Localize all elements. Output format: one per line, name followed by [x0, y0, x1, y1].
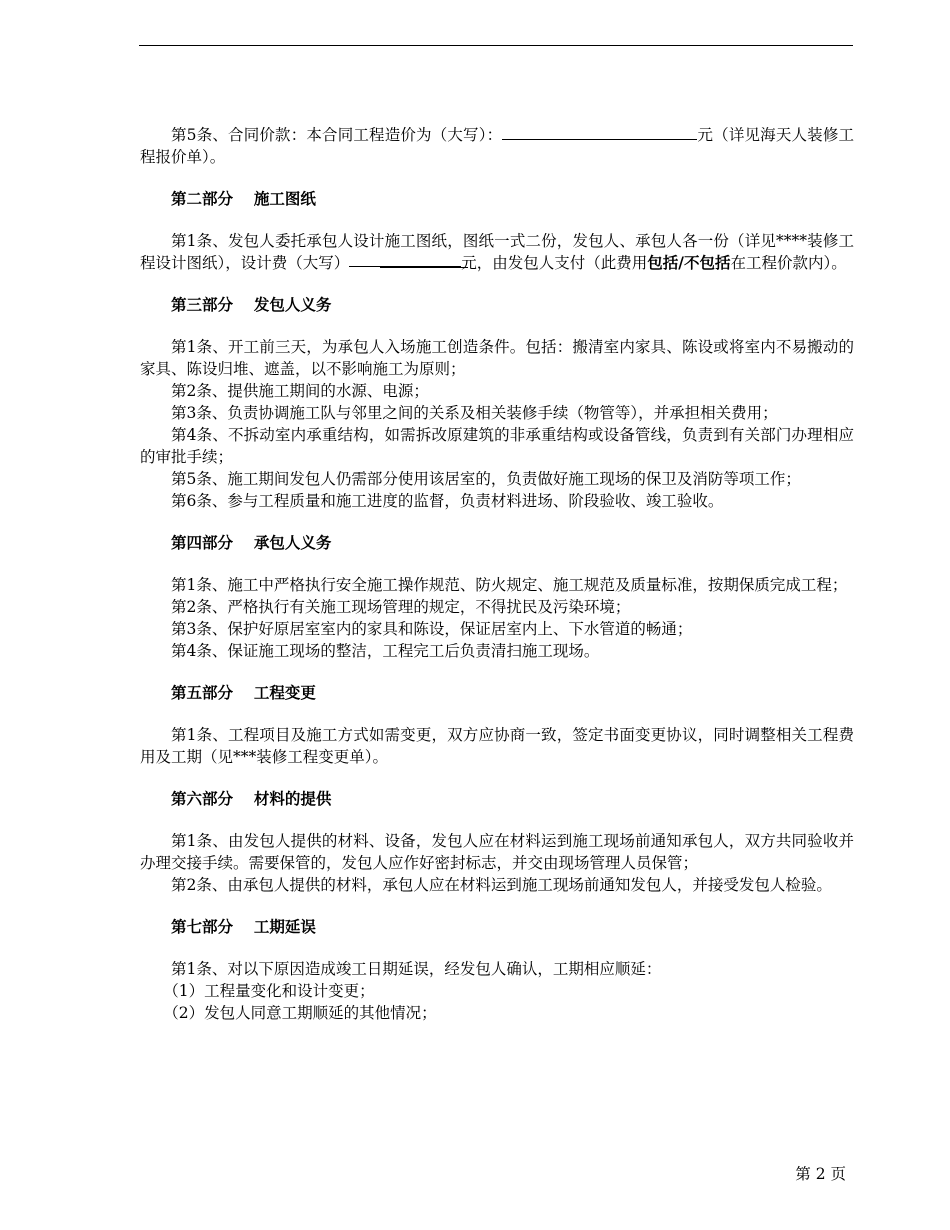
part-3-item: 第2条、提供施工期间的水源、电源；	[171, 382, 429, 400]
document-body	[140, 124, 854, 1024]
part-7-heading: 第七部分 工期延误	[171, 917, 316, 936]
part-4-item: 第3条、保护好原居室室内的家具和陈设，保证居室内上、下水管道的畅通；	[171, 620, 693, 638]
part-2-item-1-after: 在工程价款内）。	[730, 254, 847, 272]
article-5-text-after: 元（详见海天人装修工程报价单）。	[140, 126, 854, 166]
part-7-subitem: （2）发包人同意工期顺延的其他情况；	[163, 1004, 437, 1022]
part-4-heading: 第四部分 承包人义务	[171, 533, 332, 552]
part-2-heading: 第二部分 施工图纸	[171, 189, 316, 208]
header-rule	[139, 45, 853, 46]
part-6-item: 第1条、由发包人提供的材料、设备，发包人应在材料运到施工现场前通知承包人，双方共同验收并办理交接手续。需要保管的，发包人应作好密封标志，并交由现场管理人员保管；	[140, 832, 854, 872]
part-3-item: 第3条、负责协调施工队与邻里之间的关系及相关装修手续（物管等），并承担相关费用；	[171, 404, 778, 422]
part-4-item: 第2条、严格执行有关施工现场管理的规定，不得扰民及污染环境；	[171, 598, 631, 616]
part-3-item: 第6条、参与工程质量和施工进度的监督，负责材料进场、阶段验收、竣工验收。	[171, 492, 724, 510]
part-2-item-1-bold: 包括/不包括	[647, 253, 731, 272]
part-2-item-1-before: 第1条、发包人委托承包人设计施工图纸，图纸一式二份，发包人、承包人各一份（详见****装修工程设计图纸），设计费（大写）	[140, 232, 854, 272]
article-5-text-before: 第5条、合同价款：本合同工程造价为（大写）：	[171, 126, 503, 144]
part-7-item: 第1条、对以下原因造成竣工日期延误，经发包人确认，工期相应顺延：	[171, 960, 662, 978]
part-5-item: 第1条、工程项目及施工方式如需变更，双方应协商一致，签定书面变更协议，同时调整相关工程费用及工期（见***装修工程变更单）。	[140, 726, 854, 766]
part-6-item: 第2条、由承包人提供的材料，承包人应在材料运到施工现场前通知发包人，并接受发包人检验。	[171, 876, 832, 894]
design-fee-blank	[349, 252, 461, 267]
part-3-item: 第1条、开工前三天，为承包人入场施工创造条件。包括：搬清室内家具、陈设或将室内不易搬动的家具、陈设归堆、遮盖，以不影响施工为原则；	[140, 338, 854, 378]
part-2-item-1-middle: 元，由发包人支付（此费用	[461, 254, 648, 272]
article-5-price	[140, 124, 854, 168]
part-5-heading: 第五部分 工程变更	[171, 683, 316, 702]
part-3-heading: 第三部分 发包人义务	[171, 295, 332, 314]
part-3-item: 第5条、施工期间发包人仍需部分使用该居室的，负责做好施工现场的保卫及消防等项工作；	[171, 470, 801, 488]
part-7-subitem: （1）工程量变化和设计变更；	[163, 982, 375, 1000]
price-blank	[502, 125, 697, 140]
part-3-item: 第4条、不拆动室内承重结构，如需拆改原建筑的非承重结构或设备管线，负责到有关部门办理相应的审批手续；	[140, 426, 854, 466]
part-6-heading: 第六部分 材料的提供	[171, 789, 332, 808]
part-4-item: 第4条、保证施工现场的整洁，工程完工后负责清扫施工现场。	[171, 642, 600, 660]
part-4-item: 第1条、施工中严格执行安全施工操作规范、防火规定、施工规范及质量标准，按期保质完成工程；	[171, 576, 848, 594]
page-number: 第 2 页	[795, 1165, 846, 1183]
part-2-item-1	[140, 230, 854, 274]
